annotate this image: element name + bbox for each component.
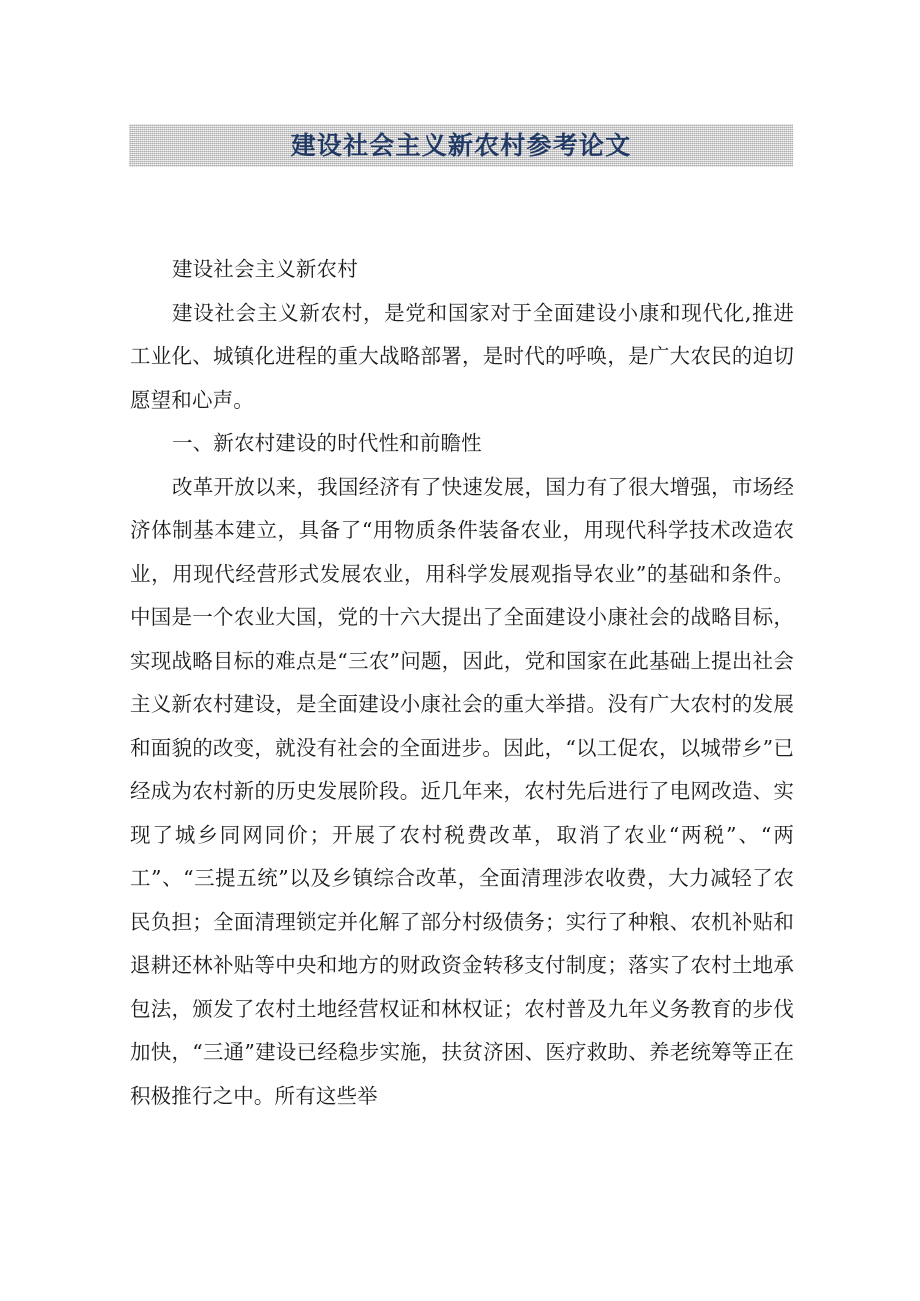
document-body bbox=[130, 248, 794, 1118]
paragraph-1: 建设社会主义新农村 bbox=[172, 257, 358, 281]
title-banner bbox=[129, 124, 793, 167]
paragraph-heading-1: 一、新农村建设的时代性和前瞻性 bbox=[172, 431, 482, 455]
paragraph-2: 建设社会主义新农村，是党和国家对于全面建设小康和现代化,推进工业化、城镇化进程的重大战略部署，是时代的呼唤，是广大农民的迫切愿望和心声。 bbox=[130, 300, 794, 412]
page-title: 建设社会主义新农村参考论文 bbox=[290, 131, 632, 160]
paragraph-3: 改革开放以来，我国经济有了快速发展，国力有了很大增强，市场经济体制基本建立，具备了“用物质条件装备农业，用现代科学技术改造农业，用现代经营形式发展农业，用科学发展观指导农业”的基础和条件。中国是一个农业大国，党的十六大提出了全面建设小康社会的战略目标，实现战略目标的难点是“三农”问题，因此，党和国家在此基础上提出社会主义新农村建设，是全面建设小康社会的重大举措。没有广大农村的发展和面貌的改变，就没有社会的全面进步。因此，“以工促农，以城带乡”已经成为农村新的历史发展阶段。近几年来，农村先后进行了电网改造、实现了城乡同网同价；开展了农村税费改革，取消了农业“两税”、“两工”、“三提五统”以及乡镇综合改革，全面清理涉农收费，大力减轻了农民负担；全面清理锁定并化解了部分村级债务；实行了种粮、农机补贴和退耕还林补贴等中央和地方的财政资金转移支付制度；落实了农村土地承包法，颁发了农村土地经营权证和林权证；农村普及九年义务教育的步伐加快，“三通”建设已经稳步实施，扶贫济困、医疗救助、养老统筹等正在积极推行之中。所有这些举 bbox=[130, 474, 794, 1108]
